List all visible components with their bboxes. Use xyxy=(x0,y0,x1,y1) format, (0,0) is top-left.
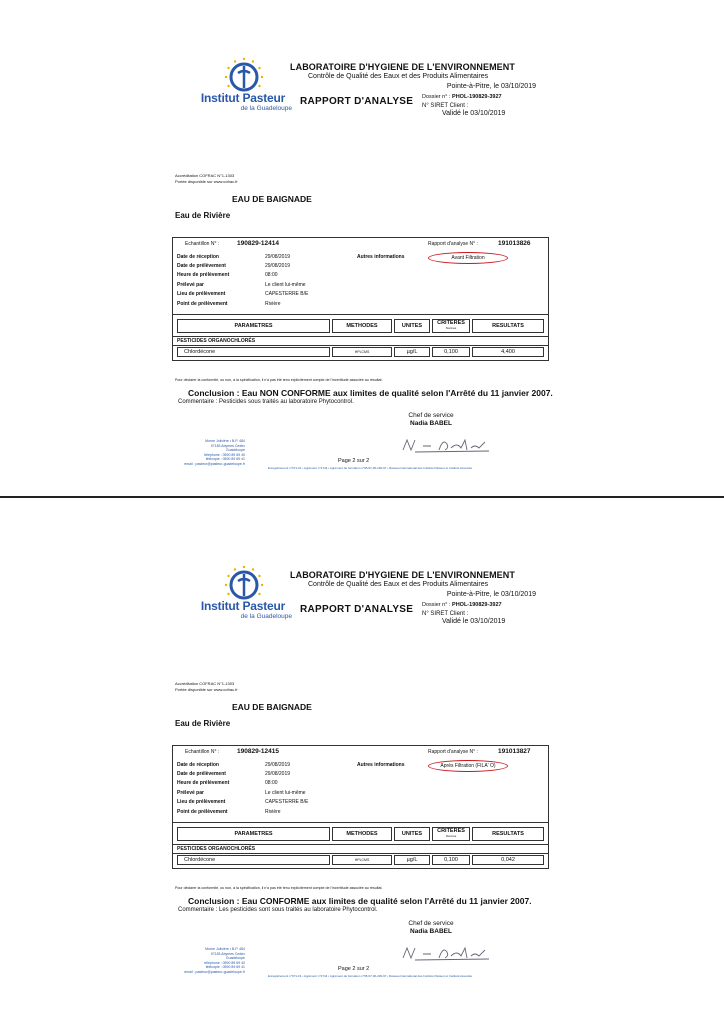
results-table xyxy=(172,823,549,869)
info-key: Date de réception xyxy=(177,762,219,768)
header-methodes: METHODES xyxy=(332,827,392,841)
dossier-label: Dossier n° : xyxy=(422,602,451,608)
header-criteres-label: CRITERES xyxy=(437,320,465,326)
chef-name: Nadia BABEL xyxy=(410,928,452,935)
cell-resultat: 4,400 xyxy=(472,347,544,357)
echantillon-label: Echantillon N° : xyxy=(185,241,220,247)
report-title: RAPPORT D'ANALYSE xyxy=(300,96,414,107)
sample-type: EAU DE BAIGNADE xyxy=(232,194,312,204)
dossier-value: PHOL-190829-3927 xyxy=(452,94,502,100)
autres-informations-value: Après Filtration (FILA' O) xyxy=(428,760,508,772)
info-key: Lieu de prélèvement xyxy=(177,799,226,805)
info-key: Lieu de prélèvement xyxy=(177,291,226,297)
cell-parametre: Chlordécone xyxy=(177,347,330,357)
accreditation-line: Accréditation COFRAC N°1-1303 xyxy=(175,681,235,686)
report-avant-filtration xyxy=(0,0,724,500)
info-key: Point de prélèvement xyxy=(177,301,228,307)
sample-type: EAU DE BAIGNADE xyxy=(232,702,312,712)
comment: Commentaire : Pesticides sous traités au laboratoire Phytocontrol. xyxy=(178,399,354,405)
info-value: CAPESTERRE B/E xyxy=(265,799,309,805)
info-key: Heure de prélèvement xyxy=(177,272,230,278)
cell-critere: 0,100 xyxy=(432,347,470,357)
cell-methode: HPLCMS xyxy=(332,347,392,357)
address-line: Guadeloupe xyxy=(225,448,245,452)
sample-subtype: Eau de Rivière xyxy=(175,211,231,220)
chef-de-service xyxy=(397,920,465,936)
disclaimer: Pour déclarer la conformité, ou non, à la spécification, il n'a pas été tenu explicitement compte de l'incertitude associée au résultat. xyxy=(175,886,383,890)
echantillon-value: 190829-12415 xyxy=(237,748,279,755)
address-line: Guadeloupe xyxy=(225,956,245,960)
validated-date: Validé le 03/10/2019 xyxy=(442,618,506,625)
header-unites: UNITES xyxy=(394,319,430,333)
info-key: Heure de prélèvement xyxy=(177,780,230,786)
footer: Enregistrement n°971-01 • Agrément n°2744 • Agrément de formation n°95-97-00-236-97 • Réseau International des Instituts Pasteur et Instituts Associés xyxy=(268,466,473,470)
autres-informations-label: Autres informations xyxy=(357,762,405,768)
siret-label: N° SIRET Client : xyxy=(422,611,469,617)
info-key: Prélevé par xyxy=(177,282,204,288)
info-value: Rivière xyxy=(265,809,281,815)
disclaimer: Pour déclarer la conformité, ou non, à la spécification, il n'a pas été tenu explicitement compte de l'incertitude associée au résultat. xyxy=(175,378,383,382)
info-key: Date de prélèvement xyxy=(177,771,226,777)
header-parametres: PARAMETRES xyxy=(177,319,330,333)
cell-critere: 0,100 xyxy=(432,855,470,865)
info-key: Date de prélèvement xyxy=(177,263,226,269)
accreditation-line: Portée disponible sur www.cofrac.fr xyxy=(175,686,238,692)
cell-unite: µg/L xyxy=(394,347,430,357)
lab-title: LABORATOIRE D'HYGIENE DE L'ENVIRONNEMENT xyxy=(290,62,515,72)
place-date: Pointe-à-Pitre, le 03/10/2019 xyxy=(446,83,536,90)
info-value: Le client lui-même xyxy=(265,282,306,288)
logo xyxy=(188,57,298,117)
info-value: 29/08/2019 xyxy=(265,771,291,777)
place-date: Pointe-à-Pitre, le 03/10/2019 xyxy=(446,591,536,598)
conclusion: Conclusion : Eau NON CONFORME aux limites de qualité selon l'Arrêté du 11 janvier 2007. xyxy=(188,388,553,398)
sample-info-box xyxy=(172,745,549,823)
lab-subtitle: Contrôle de Qualité des Eaux et des Produits Alimentaires xyxy=(308,581,489,588)
info-value: 08:00 xyxy=(265,780,278,786)
header-resultats: RESULTATS xyxy=(472,319,544,333)
chef-de-service xyxy=(397,412,465,428)
rapport-value: 191013827 xyxy=(498,748,531,755)
lab-title: LABORATOIRE D'HYGIENE DE L'ENVIRONNEMENT xyxy=(290,570,515,580)
lab-address xyxy=(175,439,245,466)
validated-date: Validé le 03/10/2019 xyxy=(442,110,506,117)
comment: Commentaire : Les pesticides sont sous traités au laboratoire Phytocontrol. xyxy=(178,907,378,913)
header-parametres: PARAMETRES xyxy=(177,827,330,841)
results-table xyxy=(172,315,549,361)
accreditation-line: Accréditation COFRAC N°1-1303 xyxy=(175,173,235,178)
info-key: Point de prélèvement xyxy=(177,809,228,815)
logo-subname: de la Guadeloupe xyxy=(240,613,292,620)
address-line: télécopie : 0590 89 69 41 xyxy=(205,457,245,461)
footer: Enregistrement n°971-01 • Agrément n°2744 • Agrément de formation n°95-97-00-236-97 • Réseau International des Instituts Pasteur et Instituts Associés xyxy=(268,974,473,978)
conclusion: Conclusion : Eau CONFORME aux limites de qualité selon l'Arrêté du 11 janvier 2007. xyxy=(188,896,532,906)
signature-icon xyxy=(395,942,495,964)
autres-informations-label: Autres informations xyxy=(357,254,405,260)
address-line: Morne Jolivière • B.P. 484 xyxy=(205,439,245,443)
header-criteres-label: CRITERES xyxy=(437,828,465,834)
signature-icon xyxy=(395,434,495,456)
header-criteres xyxy=(432,827,470,841)
page-number: Page 2 sur 2 xyxy=(338,966,370,972)
header-criteres xyxy=(432,319,470,333)
logo-name: Institut Pasteur xyxy=(200,91,286,105)
address-line: Morne Jolivière • B.P. 484 xyxy=(205,947,245,951)
autres-informations-value: Avant Filtration xyxy=(428,252,508,264)
accreditation-line: Portée disponible sur www.cofrac.fr xyxy=(175,178,238,184)
logo xyxy=(188,565,298,625)
cell-parametre: Chlordécone xyxy=(177,855,330,865)
echantillon-label: Echantillon N° : xyxy=(185,749,220,755)
echantillon-value: 190829-12414 xyxy=(237,240,279,247)
cell-resultat: 0,042 xyxy=(472,855,544,865)
address-line: télécopie : 0590 89 69 41 xyxy=(205,965,245,969)
header-resultats: RESULTATS xyxy=(472,827,544,841)
rapport-label: Rapport d'analyse N° : xyxy=(428,241,478,247)
cell-unite: µg/L xyxy=(394,855,430,865)
accreditation xyxy=(175,173,238,184)
address-line: 97183 Abymes Cedex xyxy=(210,443,245,448)
rapport-value: 191013826 xyxy=(498,240,531,247)
dossier-number xyxy=(422,94,502,100)
header-criteres-sub: Normes xyxy=(445,326,457,330)
category-row: PESTICIDES ORGANOCHLORÉS xyxy=(173,336,548,346)
logo-subname: de la Guadeloupe xyxy=(240,105,292,112)
logo-name: Institut Pasteur xyxy=(200,599,286,613)
dossier-value: PHOL-190829-3927 xyxy=(452,602,502,608)
address-line: téléphone : 0590 89 69 40 xyxy=(204,960,245,965)
chef-name: Nadia BABEL xyxy=(410,420,452,427)
rapport-label: Rapport d'analyse N° : xyxy=(428,749,478,755)
dossier-label: Dossier n° : xyxy=(422,94,451,100)
info-value: Le client lui-même xyxy=(265,790,306,796)
address-line: email : pasteur@pasteur-guadeloupe.fr xyxy=(184,461,245,466)
report-title: RAPPORT D'ANALYSE xyxy=(300,604,414,615)
address-line: 97183 Abymes Cedex xyxy=(210,951,245,956)
siret-label: N° SIRET Client : xyxy=(422,103,469,109)
chef-title: Chef de service xyxy=(408,920,454,927)
address-line: téléphone : 0590 89 69 40 xyxy=(204,452,245,457)
chef-title: Chef de service xyxy=(408,412,454,419)
accreditation xyxy=(175,681,238,692)
dossier-number xyxy=(422,602,502,608)
sample-info-box xyxy=(172,237,549,315)
info-key: Date de réception xyxy=(177,254,219,260)
info-value: 29/08/2019 xyxy=(265,762,291,768)
header-criteres-sub: Normes xyxy=(445,834,457,838)
lab-subtitle: Contrôle de Qualité des Eaux et des Produits Alimentaires xyxy=(308,73,489,80)
page-number: Page 2 sur 2 xyxy=(338,458,370,464)
lab-address xyxy=(175,947,245,974)
category-row: PESTICIDES ORGANOCHLORÉS xyxy=(173,844,548,854)
header-unites: UNITES xyxy=(394,827,430,841)
info-value: 29/08/2019 xyxy=(265,254,291,260)
info-value: Rivière xyxy=(265,301,281,307)
info-value: CAPESTERRE B/E xyxy=(265,291,309,297)
report-apres-filtration xyxy=(0,508,724,1008)
header-methodes: METHODES xyxy=(332,319,392,333)
info-key: Prélevé par xyxy=(177,790,204,796)
cell-methode: HPLCMS xyxy=(332,855,392,865)
info-value: 08:00 xyxy=(265,272,278,278)
sample-subtype: Eau de Rivière xyxy=(175,719,231,728)
info-value: 29/08/2019 xyxy=(265,263,291,269)
address-line: email : pasteur@pasteur-guadeloupe.fr xyxy=(184,969,245,974)
